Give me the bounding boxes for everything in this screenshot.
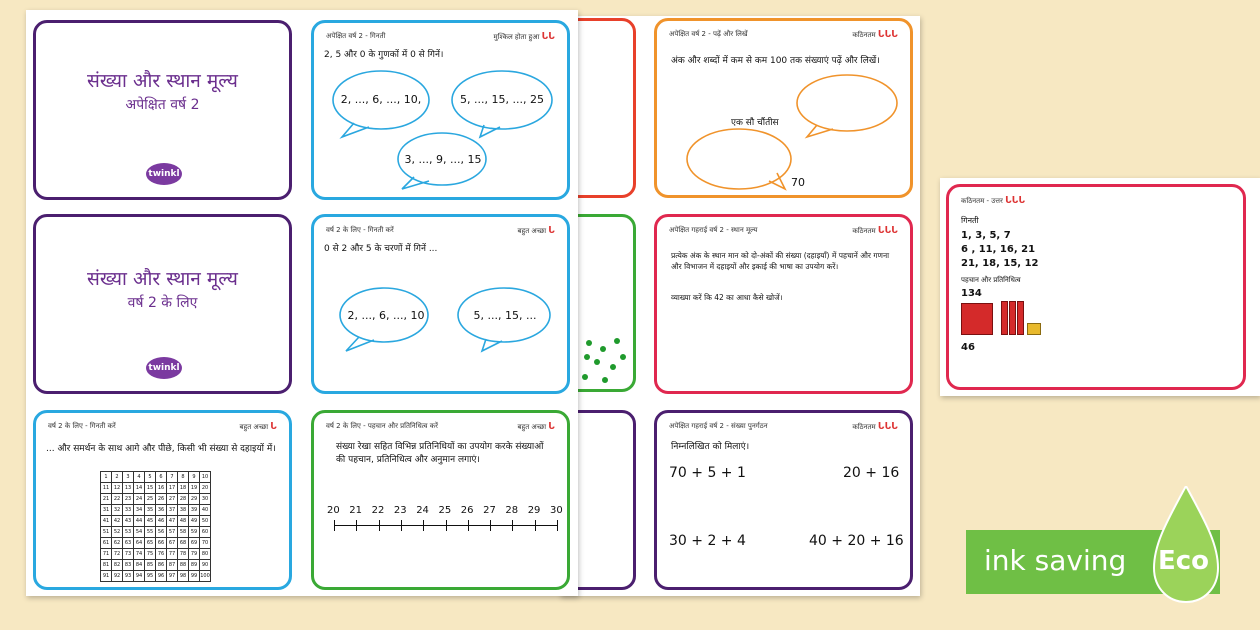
grid-cell: 17 (167, 483, 178, 494)
difficulty-label: बहुत अच्छा (239, 423, 269, 431)
card-count-steps (311, 214, 570, 394)
number-line-label: 23 (393, 505, 407, 516)
grid-cell: 15 (145, 483, 156, 494)
bubble-number: 70 (791, 176, 805, 189)
grid-cell: 32 (112, 505, 123, 516)
hundred-square (100, 471, 211, 582)
grid-cell: 48 (178, 516, 189, 527)
number-line-tick (557, 520, 558, 531)
grid-cell: 9 (189, 472, 200, 483)
grid-cell: 52 (112, 527, 123, 538)
grid-cell: 64 (134, 538, 145, 549)
grid-cell: 42 (112, 516, 123, 527)
grid-cell: 87 (167, 560, 178, 571)
grid-cell: 50 (200, 516, 211, 527)
card-header-right (239, 422, 277, 432)
grid-cell: 3 (123, 472, 134, 483)
grid-cell: 12 (112, 483, 123, 494)
number-line-tick (401, 520, 402, 531)
grid-cell: 2 (112, 472, 123, 483)
grid-cell: 93 (123, 571, 134, 582)
instruction: अंक और शब्दों में कम से कम 100 तक संख्याएं पढ़ें और लिखें। (671, 56, 880, 66)
difficulty-label: कठिनतम (852, 423, 876, 431)
unit-cubes (1027, 323, 1041, 335)
card-header-left: अपेक्षित गहराई वर्ष 2 - संख्या पुनर्गठन (669, 422, 768, 430)
grid-cell: 96 (156, 571, 167, 582)
grid-cell: 35 (145, 505, 156, 516)
grid-cell: 21 (101, 494, 112, 505)
number-line-tick (379, 520, 380, 531)
difficulty-label: कठिनतम (852, 31, 876, 39)
sum-1: 70 + 5 + 1 (669, 465, 746, 481)
title-sub: अपेक्षित वर्ष 2 (125, 97, 200, 113)
grid-cell: 85 (145, 560, 156, 571)
eco-label: Eco (1158, 546, 1210, 576)
chili-icon: ᒐ (270, 422, 277, 432)
difficulty-label: कठिनतम (852, 227, 876, 235)
grid-cell: 51 (101, 527, 112, 538)
card-header-left: वर्ष 2 के लिए - गिनती करें (48, 422, 116, 430)
grid-cell: 22 (112, 494, 123, 505)
grid-cell: 24 (134, 494, 145, 505)
card-header-left: अपेक्षित गहराई वर्ष 2 - स्थान मूल्य (669, 226, 758, 234)
ten-rod-1 (1001, 301, 1008, 335)
grid-cell: 16 (156, 483, 167, 494)
card-header-left (961, 196, 1025, 206)
grid-cell: 86 (156, 560, 167, 571)
instruction: 2, 5 और 0 के गुणकों में 0 से गिनें। (324, 50, 444, 60)
grid-cell: 11 (101, 483, 112, 494)
grid-cell: 65 (145, 538, 156, 549)
grid-cell: 37 (167, 505, 178, 516)
grid-cell: 36 (156, 505, 167, 516)
chili-icon: ᒐᒐᒐ (877, 30, 898, 40)
grid-cell: 71 (101, 549, 112, 560)
grid-cell: 19 (189, 483, 200, 494)
instruction: निम्नलिखित को मिलाएं। (671, 442, 750, 452)
grid-cell: 60 (200, 527, 211, 538)
grid-cell: 77 (167, 549, 178, 560)
grid-cell: 69 (189, 538, 200, 549)
number-line-tick (423, 520, 424, 531)
grid-cell: 78 (178, 549, 189, 560)
hundred-block (961, 303, 993, 335)
chili-icon: ᒐᒐᒐ (1005, 196, 1026, 206)
difficulty-label: बहुत अच्छा (517, 423, 547, 431)
grid-cell: 40 (200, 505, 211, 516)
bubble-text-3: 3, ..., 9, ..., 15 (404, 153, 482, 166)
speech-bubbles (314, 217, 570, 394)
number-line-tick (446, 520, 447, 531)
title-main: संख्या और स्थान मूल्य (87, 268, 238, 290)
grid-cell: 13 (123, 483, 134, 494)
sum-4: 40 + 20 + 16 (809, 533, 904, 549)
grid-cell: 41 (101, 516, 112, 527)
number-line-label: 20 (327, 505, 340, 516)
number-line-label: 30 (550, 505, 563, 516)
grid-cell: 98 (178, 571, 189, 582)
bubble-label: एक सौ चौंतीस (731, 118, 779, 128)
number-line-label: 24 (416, 505, 429, 516)
grid-cell: 90 (200, 560, 211, 571)
instruction: 0 से 2 और 5 के चरणों में गिनें ... (324, 244, 438, 254)
grid-cell: 83 (123, 560, 134, 571)
ten-rod-2 (1009, 301, 1016, 335)
grid-cell: 5 (145, 472, 156, 483)
difficulty-label: बहुत अच्छा (517, 227, 547, 235)
grid-cell: 4 (134, 472, 145, 483)
number-line (314, 413, 570, 590)
grid-cell: 92 (112, 571, 123, 582)
card-count-multiples (311, 20, 570, 200)
number-line-label: 25 (438, 505, 452, 516)
grid-cell: 95 (145, 571, 156, 582)
grid-cell: 53 (123, 527, 134, 538)
sum-3: 30 + 2 + 4 (669, 533, 746, 549)
grid-cell: 61 (101, 538, 112, 549)
grid-cell: 10 (200, 472, 211, 483)
grid-cell: 28 (178, 494, 189, 505)
grid-cell: 8 (178, 472, 189, 483)
card-header-right (852, 422, 898, 432)
number-line-label: 29 (527, 505, 541, 516)
grid-cell: 47 (167, 516, 178, 527)
grid-cell: 81 (101, 560, 112, 571)
grid-cell: 49 (189, 516, 200, 527)
grid-cell: 58 (178, 527, 189, 538)
grid-cell: 68 (178, 538, 189, 549)
card-header-left: अपेक्षित वर्ष 2 - गिनती (326, 32, 386, 40)
grid-cell: 27 (167, 494, 178, 505)
card-header-right (852, 226, 898, 236)
answer-134: 134 (961, 288, 982, 299)
card-answers (946, 184, 1246, 390)
grid-cell: 7 (167, 472, 178, 483)
number-line-tick (468, 520, 469, 531)
card-place-value (654, 214, 913, 394)
grid-cell: 34 (134, 505, 145, 516)
bubble-text-1: 2, ..., 6, ..., 10, (340, 93, 422, 106)
title-main: संख्या और स्थान मूल्य (87, 70, 238, 92)
grid-cell: 80 (200, 549, 211, 560)
number-line-label: 22 (371, 505, 385, 516)
grid-cell: 31 (101, 505, 112, 516)
speech-bubbles (314, 23, 570, 200)
instruction: ... और समर्थन के साथ आगे और पीछे, किसी भी संख्या से दहाइयों में। (46, 444, 276, 454)
sum-2: 20 + 16 (843, 465, 900, 481)
card-header-left: अपेक्षित वर्ष 2 - पढ़ें और लिखें (669, 30, 748, 38)
number-line-label: 28 (505, 505, 519, 516)
difficulty-label: मुश्किल होता हुआ (493, 33, 540, 41)
number-line-tick (535, 520, 536, 531)
number-line-label: 26 (460, 505, 474, 516)
grid-cell: 1 (101, 472, 112, 483)
grid-cell: 75 (145, 549, 156, 560)
heading-counting: गिनती (961, 216, 979, 225)
grid-cell: 33 (123, 505, 134, 516)
grid-cell: 20 (200, 483, 211, 494)
card-number-line (311, 410, 570, 590)
grid-cell: 94 (134, 571, 145, 582)
bubble-text-1: 2, ..., 6, ..., 10 (347, 309, 425, 322)
twinkl-logo: twinkl (146, 357, 182, 379)
grid-cell: 91 (101, 571, 112, 582)
grid-cell: 43 (123, 516, 134, 527)
twinkl-logo: twinkl (146, 163, 182, 185)
grid-cell: 70 (200, 538, 211, 549)
number-line-tick (334, 520, 335, 531)
chili-icon: ᒐ (548, 422, 555, 432)
grid-cell: 82 (112, 560, 123, 571)
number-line-tick (512, 520, 513, 531)
grid-cell: 46 (156, 516, 167, 527)
grid-cell: 6 (156, 472, 167, 483)
grid-cell: 66 (156, 538, 167, 549)
grid-cell: 39 (189, 505, 200, 516)
grid-cell: 54 (134, 527, 145, 538)
card-read-write (654, 18, 913, 198)
bubble-text-2: 5, ..., 15, ... (473, 309, 537, 322)
grid-cell: 29 (189, 494, 200, 505)
card-header-left: वर्ष 2 के लिए - पहचान और प्रतिनिधित्व करें (326, 422, 438, 430)
grid-cell: 56 (156, 527, 167, 538)
ink-saving-text: ink saving (984, 544, 1127, 577)
grid-cell: 63 (123, 538, 134, 549)
grid-cell: 45 (145, 516, 156, 527)
grid-cell: 62 (112, 538, 123, 549)
header-left-text: कठिनतम - उत्तर (961, 197, 1003, 205)
grid-cell: 23 (123, 494, 134, 505)
card-header-left: वर्ष 2 के लिए - गिनती करें (326, 226, 394, 234)
title-card-year2 (33, 214, 292, 394)
grid-cell: 74 (134, 549, 145, 560)
grid-cell: 55 (145, 527, 156, 538)
grid-cell: 73 (123, 549, 134, 560)
grid-cell: 18 (178, 483, 189, 494)
grid-cell: 99 (189, 571, 200, 582)
question: व्याख्या करें कि 42 का आधा कैसे खोजें। (671, 293, 783, 302)
grid-cell: 30 (200, 494, 211, 505)
bubble-text-2: 5, ..., 15, ..., 25 (460, 93, 544, 106)
title-card-expected (33, 20, 292, 200)
number-line-tick (490, 520, 491, 531)
card-partition (654, 410, 913, 590)
grid-cell: 25 (145, 494, 156, 505)
grid-cell: 72 (112, 549, 123, 560)
grid-cell: 89 (189, 560, 200, 571)
number-line-label: 27 (483, 505, 496, 516)
speech-bubbles (657, 21, 913, 198)
answer-row-2: 6 , 11, 16, 21 (961, 244, 1036, 255)
card-hundred-grid (33, 410, 292, 590)
grid-cell: 14 (134, 483, 145, 494)
answer-row-3: 21, 18, 15, 12 (961, 258, 1039, 269)
answer-46: 46 (961, 342, 975, 353)
grid-cell: 97 (167, 571, 178, 582)
instruction: प्रत्येक अंक के स्थान मान को दो-अंकों की संख्या (दहाइयाँ) में पहचानें और गणना और विभाजन में दहाइयों और इकाई की भाषा का उपयोग करें। (671, 251, 890, 271)
number-line-label: 21 (349, 505, 363, 516)
chili-icon: ᒐᒐᒐ (877, 226, 898, 236)
answer-row-1: 1, 3, 5, 7 (961, 230, 1011, 241)
chili-icon: ᒐ (548, 226, 555, 236)
grid-cell: 79 (189, 549, 200, 560)
grid-cell: 76 (156, 549, 167, 560)
grid-cell: 84 (134, 560, 145, 571)
grid-cell: 44 (134, 516, 145, 527)
grid-cell: 100 (200, 571, 211, 582)
grid-cell: 38 (178, 505, 189, 516)
number-line-tick (356, 520, 357, 531)
ten-rod-3 (1017, 301, 1024, 335)
grid-cell: 57 (167, 527, 178, 538)
chili-icon: ᒐᒐ (541, 32, 555, 42)
chili-icon: ᒐᒐᒐ (877, 422, 898, 432)
grid-cell: 59 (189, 527, 200, 538)
heading-represent: पहचान और प्रतिनिधित्व (961, 276, 1021, 284)
instruction: संख्या रेखा सहित विभिन्न प्रतिनिधियों का उपयोग करके संख्याओं की पहचान, प्रतिनिधित्व और अनुमान लगाएं। (336, 442, 544, 466)
grid-cell: 67 (167, 538, 178, 549)
grid-cell: 26 (156, 494, 167, 505)
title-sub: वर्ष 2 के लिए (127, 295, 198, 311)
grid-cell: 88 (178, 560, 189, 571)
